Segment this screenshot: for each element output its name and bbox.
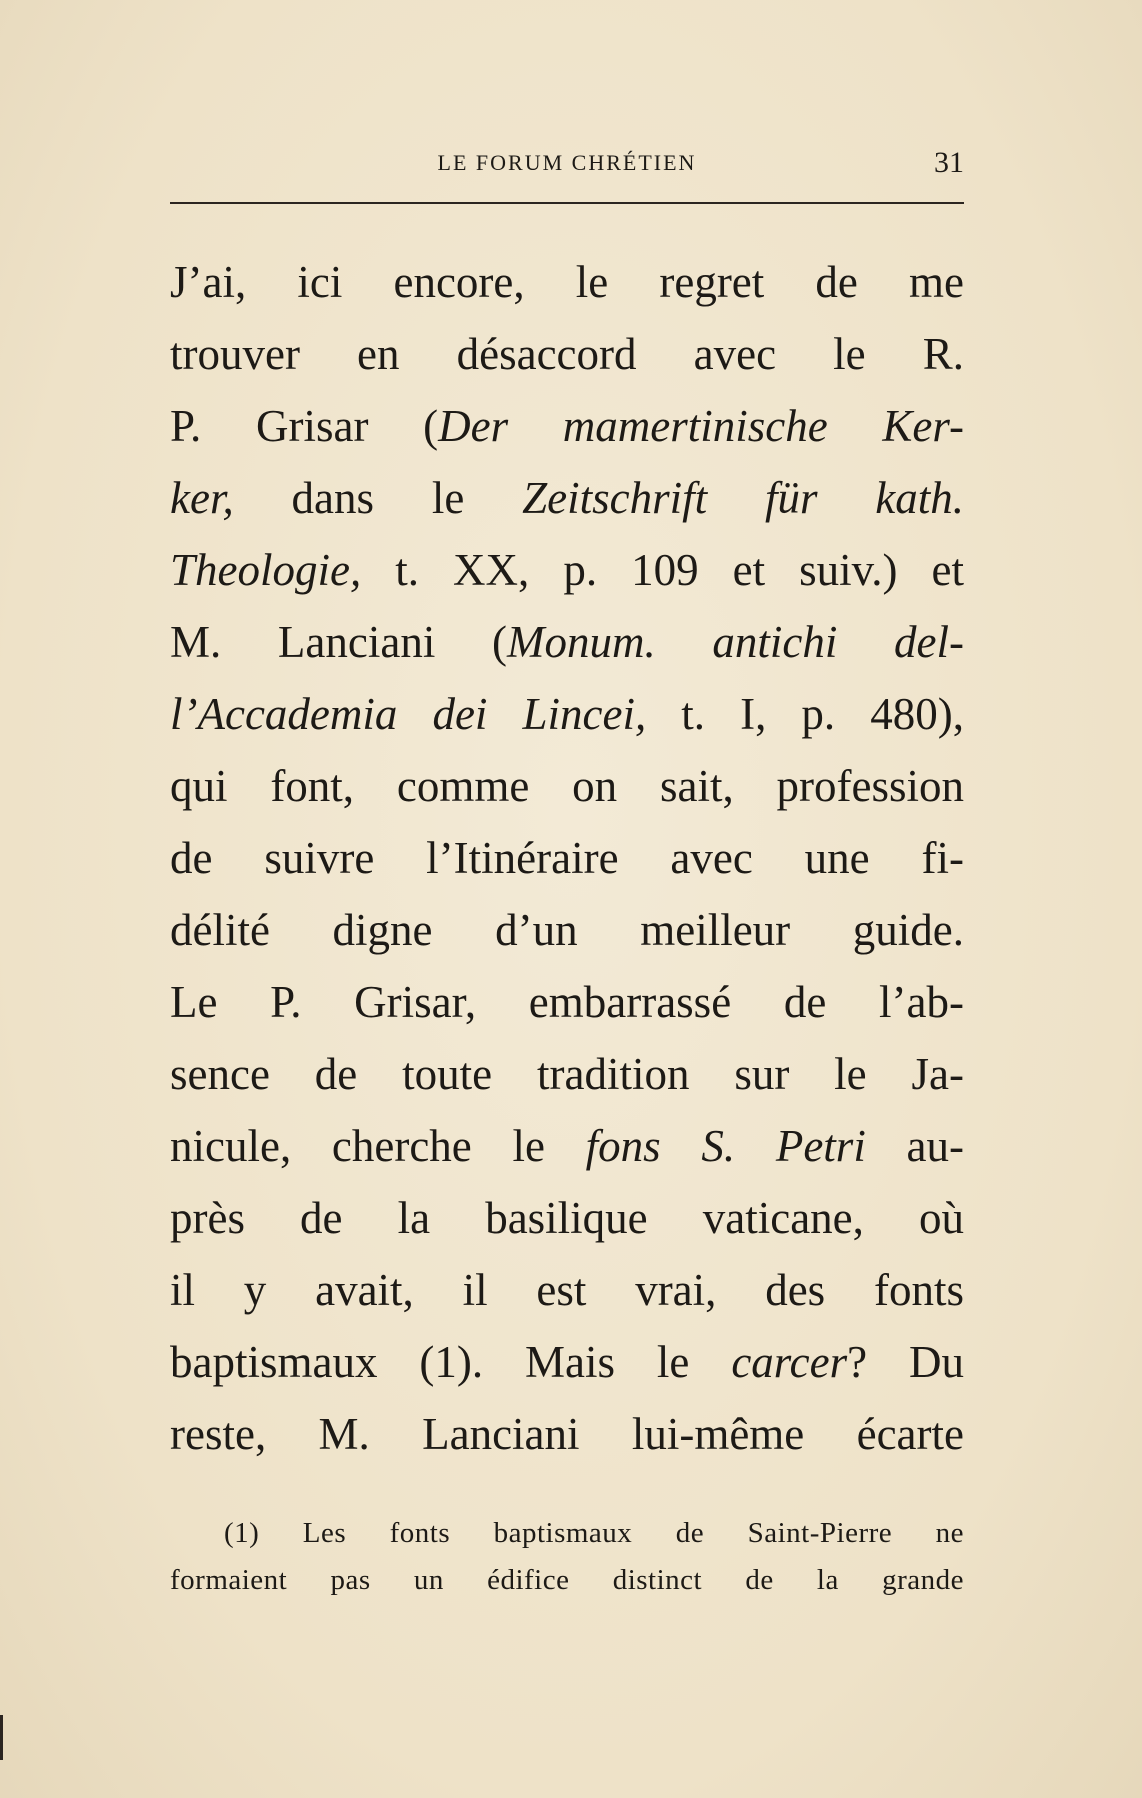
term-italic: carcer [731, 1337, 848, 1387]
title-italic: ker, [170, 473, 234, 523]
text-line-14: près de la basilique vaticane, où [170, 1193, 964, 1243]
text-roman: dans le [233, 473, 523, 523]
text-line-11: Le P. Grisar, embarrassé de l’ab- [170, 977, 964, 1027]
text-line-1: J’ai, ici encore, le regret de me [170, 257, 964, 307]
text-line-12: sence de toute tradition sur le Ja- [170, 1049, 964, 1099]
running-title: LE FORUM CHRÉTIEN [437, 150, 697, 175]
title-italic: Theologie, [170, 545, 362, 595]
text-line-17: reste, M. Lanciani lui-même écarte [170, 1409, 964, 1459]
edge-mark [0, 1715, 3, 1760]
text-roman: nicule, cherche le [170, 1121, 586, 1171]
text-line-15: il y avait, il est vrai, des fonts [170, 1265, 964, 1315]
text-line-13 [170, 1110, 964, 1182]
text-line-9: de suivre l’Itinéraire avec une fi- [170, 833, 964, 883]
text-roman: t. I, p. 480), [646, 689, 964, 739]
footnote-line-2: formaient pas un édifice distinct de la grande [170, 1564, 964, 1596]
text-line-3 [170, 390, 964, 462]
title-italic: l’Accademia dei Lincei, [170, 689, 647, 739]
header-rule [170, 202, 964, 204]
text-line-2: trouver en désaccord avec le R. [170, 329, 964, 379]
text-roman: M. Lanciani ( [170, 617, 507, 667]
text-roman: P. Grisar ( [170, 401, 439, 451]
text-line-7 [170, 678, 964, 750]
text-line-10: délité digne d’un meilleur guide. [170, 905, 964, 955]
text-roman: ? Du [847, 1337, 964, 1387]
text-roman: baptismaux (1). Mais le [170, 1337, 732, 1387]
text-line-4 [170, 462, 964, 534]
text-line-16 [170, 1326, 964, 1398]
text-line-5 [170, 534, 964, 606]
page-number: 31 [934, 146, 964, 179]
page-header [170, 146, 964, 194]
text-roman: t. XX, p. 109 et suiv.) et [361, 545, 964, 595]
title-italic: Der mamertinische Ker- [438, 401, 964, 451]
body-text [170, 246, 964, 1470]
title-italic: Monum. antichi del- [506, 617, 964, 667]
footnote-line-1: (1) Les fonts baptismaux de Saint-Pierre ne [224, 1517, 964, 1549]
text-line-6 [170, 606, 964, 678]
text-roman: au- [865, 1121, 964, 1171]
title-italic: Zeitschrift für kath. [522, 473, 964, 523]
text-line-8: qui font, comme on sait, profession [170, 761, 964, 811]
term-italic: fons S. Petri [585, 1121, 866, 1171]
footnote [170, 1510, 964, 1604]
